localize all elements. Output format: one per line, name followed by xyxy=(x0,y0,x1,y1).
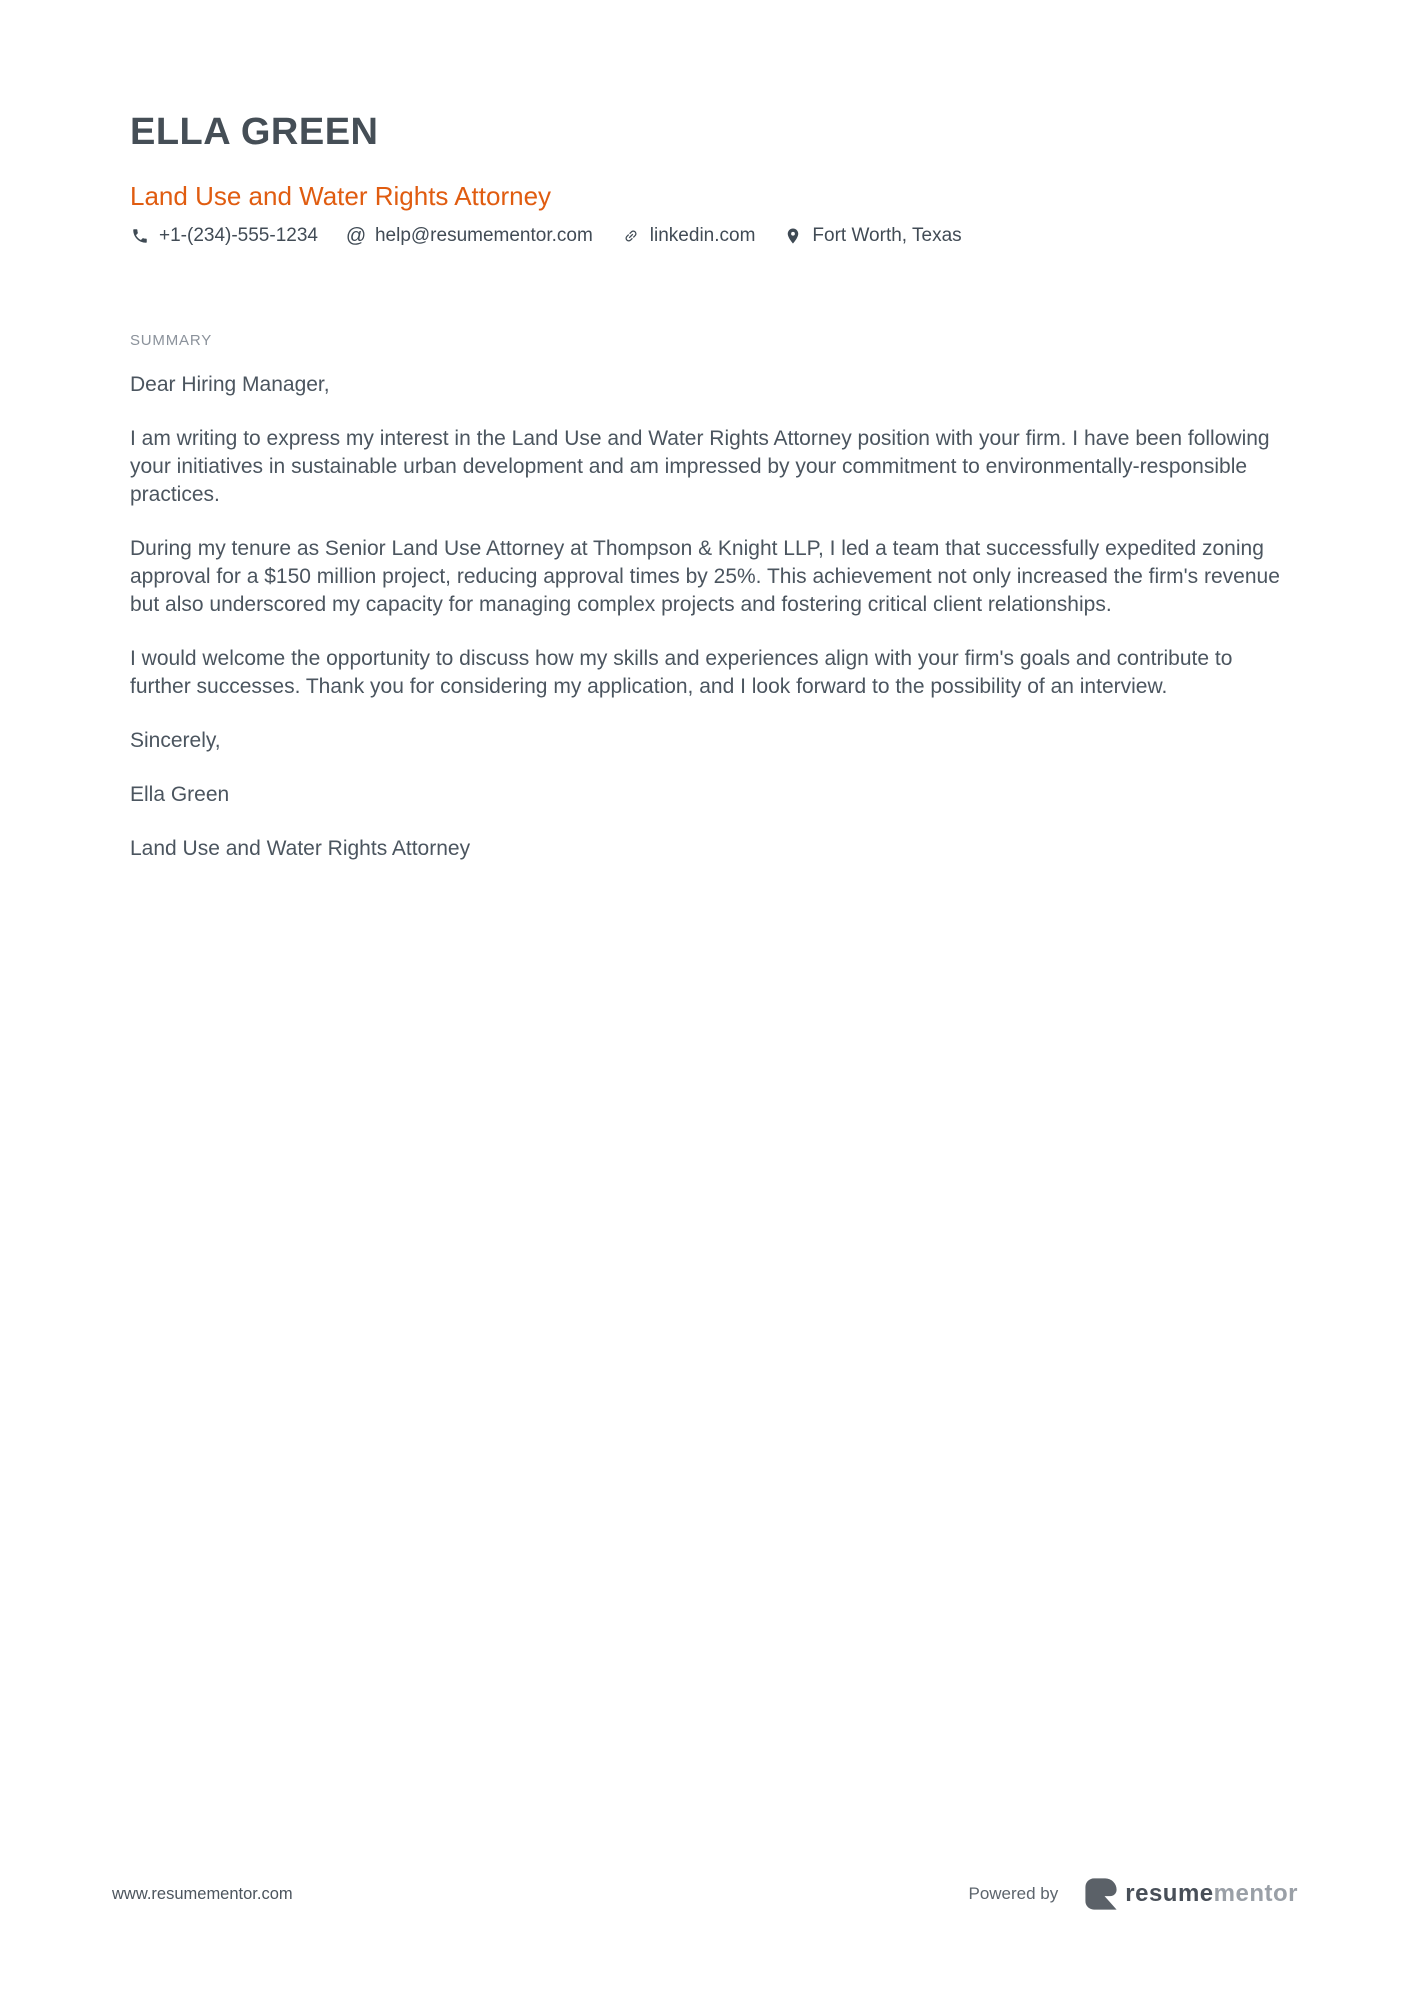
paragraph-intro: I am writing to express my interest in the Land Use and Water Rights Attorney position with your firm. I have been following your initiatives in sustainable urban development and am impressed by your commitment to environmentally-responsible practices. xyxy=(130,426,1270,506)
signoff: Sincerely, xyxy=(130,728,221,752)
link-url: linkedin.com xyxy=(649,224,756,246)
brand-text-resume: resume xyxy=(1125,1880,1214,1907)
page-footer xyxy=(0,1877,1410,1911)
location-icon xyxy=(783,226,803,246)
paragraph-experience: During my tenure as Senior Land Use Attorney at Thompson & Knight LLP, I led a team that successfully expedited zoning approval for a $150 million project, reducing approval times by 25%. This achievement not only increased the firm's revenue but also underscored my capacity for managing complex projects and fostering critical client relationships. xyxy=(130,536,1280,616)
footer-brand-area xyxy=(968,1877,1298,1911)
contact-link[interactable] xyxy=(621,224,756,248)
salutation: Dear Hiring Manager, xyxy=(130,372,330,396)
brand-wordmark xyxy=(1125,1877,1298,1911)
letter-header xyxy=(130,110,1280,248)
signature-name: Ella Green xyxy=(130,782,230,806)
link-icon xyxy=(621,226,641,246)
footer-website-link[interactable]: www.resumementor.com xyxy=(112,1884,293,1903)
contact-location xyxy=(783,224,961,248)
letter-body xyxy=(130,371,1280,863)
phone-icon xyxy=(130,226,150,246)
phone-number: +1-(234)-555-1234 xyxy=(159,224,318,246)
brand-logo-link[interactable] xyxy=(1084,1877,1298,1911)
powered-by-label: Powered by xyxy=(968,1884,1059,1903)
at-icon: @ xyxy=(345,224,367,247)
contact-phone[interactable] xyxy=(130,224,318,248)
paragraph-closing: I would welcome the opportunity to discuss how my skills and experiences align with your firm's goals and contribute to further successes. Thank you for considering my application, and I look forward to the possibility of an interview. xyxy=(130,646,1233,698)
summary-section xyxy=(130,332,1280,863)
email-address: help@resumementor.com xyxy=(374,224,593,246)
job-title: Land Use and Water Rights Attorney xyxy=(130,180,552,211)
contact-row xyxy=(130,224,1280,248)
brand-logo-icon xyxy=(1084,1877,1118,1911)
location-text: Fort Worth, Texas xyxy=(812,224,962,246)
summary-label: SUMMARY xyxy=(130,331,212,349)
contact-email[interactable] xyxy=(346,224,593,248)
signature-title: Land Use and Water Rights Attorney xyxy=(130,836,471,860)
person-name: ELLA GREEN xyxy=(130,111,379,153)
brand-text-mentor: mentor xyxy=(1213,1880,1298,1907)
